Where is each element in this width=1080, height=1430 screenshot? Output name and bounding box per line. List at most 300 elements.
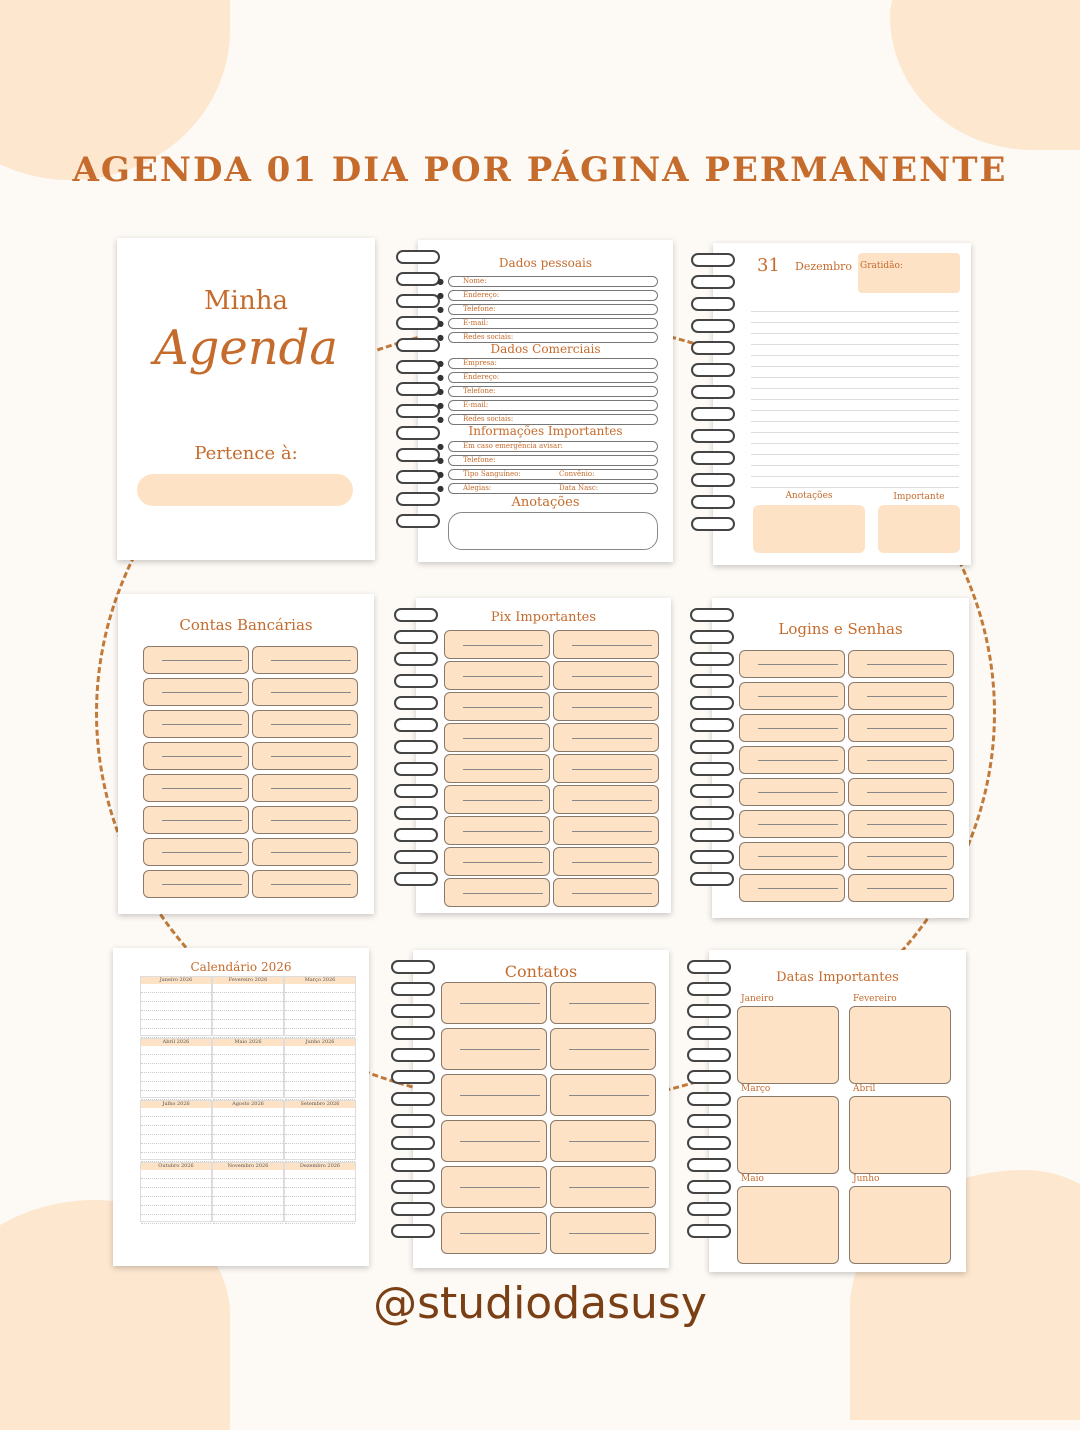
calendar-week-row	[213, 1109, 283, 1117]
pix-card[interactable]	[553, 847, 659, 876]
pix-card[interactable]	[553, 816, 659, 845]
spiral-binding	[687, 960, 737, 1246]
bank-account-card[interactable]	[252, 742, 358, 770]
card-line	[572, 800, 652, 801]
card-line	[758, 664, 838, 665]
field-icon: ●	[437, 277, 444, 286]
login-card[interactable]	[739, 810, 845, 838]
contacts-title: Contatos	[504, 962, 578, 981]
form-field[interactable]	[437, 483, 658, 494]
calendar-week-row	[213, 1171, 283, 1179]
spiral-ring	[396, 514, 440, 528]
pix-card[interactable]	[444, 816, 550, 845]
calendar-week-row	[285, 1189, 355, 1197]
field-icon: ●	[437, 333, 444, 342]
spiral-ring	[690, 696, 734, 710]
daily-line[interactable]	[751, 477, 959, 488]
calendar-week-row	[285, 1180, 355, 1188]
bank-account-card[interactable]	[143, 838, 249, 866]
contact-card[interactable]	[441, 1166, 547, 1208]
card-line	[758, 728, 838, 729]
spiral-ring	[691, 429, 735, 443]
login-card[interactable]	[848, 842, 954, 870]
form-field[interactable]	[437, 441, 658, 452]
page-headline: AGENDA 01 DIA POR PÁGINA PERMANENTE	[72, 150, 1008, 190]
pix-card[interactable]	[444, 661, 550, 690]
spiral-ring	[690, 850, 734, 864]
card-line	[460, 1233, 540, 1234]
daily-important-box[interactable]	[878, 505, 960, 553]
field-label: Em caso emergência avisar:	[463, 442, 563, 450]
cover-page	[117, 238, 375, 560]
calendar-week-row	[213, 1074, 283, 1082]
calendar-week-row	[285, 985, 355, 993]
notes-box[interactable]	[448, 512, 658, 550]
field-label: Telefone:	[463, 387, 496, 395]
field-icon: ●	[437, 291, 444, 300]
pix-card[interactable]	[553, 723, 659, 752]
field-label: Redes sociais:	[463, 415, 514, 423]
pix-page	[416, 598, 671, 913]
calendar-month-title: Julho 2026	[141, 1101, 211, 1108]
field-label: Telefone:	[463, 456, 496, 464]
login-card[interactable]	[739, 874, 845, 902]
field-icon: ●	[437, 442, 444, 451]
cover-owner-field[interactable]	[137, 474, 353, 506]
spiral-ring	[691, 341, 735, 355]
form-field[interactable]	[437, 290, 658, 301]
decor-blob-top-right	[890, 0, 1080, 150]
logins-page	[712, 598, 969, 918]
daily-notes-box[interactable]	[753, 505, 865, 553]
spiral-ring	[691, 407, 735, 421]
pix-card[interactable]	[553, 754, 659, 783]
bank-account-card[interactable]	[252, 710, 358, 738]
calendar-week-row	[213, 1047, 283, 1055]
card-line	[271, 660, 351, 661]
spiral-binding	[394, 608, 444, 894]
calendar-week-row	[141, 1092, 211, 1100]
card-line	[463, 769, 543, 770]
logins-title: Logins e Senhas	[778, 620, 903, 638]
cover-title-minha: Minha	[204, 286, 288, 316]
spiral-ring	[690, 740, 734, 754]
calendar-week-row	[213, 1012, 283, 1020]
login-card[interactable]	[739, 778, 845, 806]
form-field[interactable]	[437, 318, 658, 329]
spiral-ring	[687, 1114, 731, 1128]
login-card[interactable]	[848, 778, 954, 806]
daily-day: 31	[757, 255, 780, 276]
calendar-month-title: Fevereiro 2026	[213, 977, 283, 984]
calendar-week-row	[141, 1189, 211, 1197]
bank-account-card[interactable]	[143, 678, 249, 706]
calendar-week-row	[285, 1216, 355, 1224]
spiral-ring	[394, 828, 438, 842]
calendar-week-row	[213, 1198, 283, 1206]
field-label: Tipo Sanguíneo:	[463, 470, 521, 478]
card-line	[867, 824, 947, 825]
pix-card[interactable]	[444, 723, 550, 752]
spiral-ring	[691, 297, 735, 311]
spiral-ring	[394, 784, 438, 798]
contact-card[interactable]	[550, 1120, 656, 1162]
calendar-week-row	[285, 1021, 355, 1029]
field-icon: ●	[437, 359, 444, 368]
form-field[interactable]	[437, 358, 658, 369]
bank-account-card[interactable]	[252, 646, 358, 674]
month-dates-box[interactable]	[737, 1006, 839, 1084]
calendar-week-row	[213, 1136, 283, 1144]
daily-line[interactable]	[751, 334, 959, 345]
calendar-week-row	[141, 1136, 211, 1144]
form-field[interactable]	[437, 372, 658, 383]
contact-card[interactable]	[550, 1074, 656, 1116]
bank-account-card[interactable]	[252, 806, 358, 834]
spiral-ring	[687, 1136, 731, 1150]
card-line	[162, 756, 242, 757]
card-line	[162, 852, 242, 853]
field-icon: ●	[437, 319, 444, 328]
card-line	[569, 1187, 649, 1188]
spiral-ring	[691, 319, 735, 333]
calendar-month-title: Dezembro 2026	[285, 1163, 355, 1170]
contacts-page	[413, 950, 669, 1268]
calendar-week-row	[213, 1056, 283, 1064]
calendar-week-row	[213, 1216, 283, 1224]
calendar-week-row	[141, 1065, 211, 1073]
login-card[interactable]	[848, 746, 954, 774]
spiral-ring	[394, 652, 438, 666]
field-label: E-mail:	[463, 401, 489, 409]
login-card[interactable]	[848, 682, 954, 710]
calendar-week-row	[141, 1171, 211, 1179]
pix-card[interactable]	[444, 692, 550, 721]
month-label: Janeiro	[741, 994, 774, 1004]
spiral-ring	[687, 1092, 731, 1106]
field-icon: ●	[437, 387, 444, 396]
spiral-ring	[391, 1004, 435, 1018]
card-line	[271, 788, 351, 789]
calendar-week-row	[141, 1074, 211, 1082]
calendar-week-row	[213, 1154, 283, 1162]
calendar-week-row	[285, 1154, 355, 1162]
daily-line[interactable]	[751, 323, 959, 334]
spiral-ring	[391, 1136, 435, 1150]
contact-card[interactable]	[550, 1166, 656, 1208]
spiral-ring	[391, 1070, 435, 1084]
form-field[interactable]	[437, 400, 658, 411]
spiral-ring	[394, 740, 438, 754]
card-line	[572, 676, 652, 677]
daily-month: Dezembro	[795, 260, 852, 273]
bank-title: Contas Bancárias	[179, 616, 313, 634]
card-line	[460, 1049, 540, 1050]
calendar-week-row	[141, 1083, 211, 1091]
month-label: Fevereiro	[853, 994, 897, 1004]
card-line	[569, 1233, 649, 1234]
spiral-ring	[691, 473, 735, 487]
calendar-week-row	[213, 1021, 283, 1029]
spiral-ring	[690, 762, 734, 776]
card-line	[463, 738, 543, 739]
calendar-week-row	[285, 1047, 355, 1055]
daily-line[interactable]	[751, 400, 959, 411]
calendar-month	[140, 1038, 212, 1098]
daily-line[interactable]	[751, 444, 959, 455]
spiral-ring	[687, 1026, 731, 1040]
calendar-month	[212, 1162, 284, 1222]
contact-card[interactable]	[550, 1028, 656, 1070]
contact-card[interactable]	[441, 1120, 547, 1162]
calendar-week-row	[213, 1065, 283, 1073]
cover-owner-label: Pertence à:	[194, 443, 298, 464]
bank-account-card[interactable]	[143, 774, 249, 802]
daily-line[interactable]	[751, 301, 959, 312]
pix-card[interactable]	[553, 630, 659, 659]
month-dates-box[interactable]	[849, 1096, 951, 1174]
field-label: Endereço:	[463, 373, 500, 381]
calendar-month	[284, 1038, 356, 1098]
spiral-ring	[391, 1224, 435, 1238]
form-field[interactable]	[437, 276, 658, 287]
login-card[interactable]	[848, 714, 954, 742]
field-label: Nome:	[463, 277, 487, 285]
card-line	[271, 884, 351, 885]
spiral-ring	[391, 1026, 435, 1040]
spiral-ring	[690, 872, 734, 886]
spiral-ring	[687, 1180, 731, 1194]
calendar-week-row	[213, 994, 283, 1002]
spiral-ring	[394, 806, 438, 820]
daily-line[interactable]	[751, 411, 959, 422]
field-icon: ●	[437, 305, 444, 314]
field-icon: ●	[437, 456, 444, 465]
card-line	[271, 724, 351, 725]
calendar-week-row	[285, 1145, 355, 1153]
daily-line[interactable]	[751, 345, 959, 356]
pix-card[interactable]	[553, 878, 659, 907]
bank-account-card[interactable]	[252, 838, 358, 866]
card-line	[572, 738, 652, 739]
pix-card[interactable]	[553, 692, 659, 721]
form-field[interactable]	[437, 386, 658, 397]
bank-account-card[interactable]	[252, 678, 358, 706]
month-dates-box[interactable]	[849, 1186, 951, 1264]
pix-card[interactable]	[553, 785, 659, 814]
calendar-week-row	[141, 985, 211, 993]
spiral-ring	[687, 1158, 731, 1172]
pix-card[interactable]	[553, 661, 659, 690]
login-card[interactable]	[739, 650, 845, 678]
spiral-ring	[394, 762, 438, 776]
personal-data-page	[418, 240, 673, 562]
pix-card[interactable]	[444, 847, 550, 876]
login-card[interactable]	[848, 874, 954, 902]
daily-lines[interactable]	[751, 301, 959, 488]
spiral-ring	[394, 872, 438, 886]
calendar-week-row	[285, 1136, 355, 1144]
spiral-ring	[690, 674, 734, 688]
calendar-week-row	[285, 1056, 355, 1064]
spiral-ring	[396, 470, 440, 484]
contact-card[interactable]	[441, 1074, 547, 1116]
spiral-ring	[396, 382, 440, 396]
card-line	[572, 893, 652, 894]
contact-card[interactable]	[550, 1212, 656, 1254]
calendar-week-row	[213, 1127, 283, 1135]
calendar-week-row	[213, 985, 283, 993]
form-field[interactable]	[437, 469, 658, 480]
section-title-notes: Anotações	[511, 495, 580, 510]
pix-card[interactable]	[444, 754, 550, 783]
daily-line[interactable]	[751, 389, 959, 400]
calendar-week-row	[285, 1030, 355, 1038]
calendar-week-row	[285, 1207, 355, 1215]
bank-account-card[interactable]	[143, 646, 249, 674]
form-field[interactable]	[437, 455, 658, 466]
calendar-page	[113, 948, 369, 1266]
card-line	[463, 676, 543, 677]
pix-card[interactable]	[444, 785, 550, 814]
bank-account-card[interactable]	[143, 806, 249, 834]
login-card[interactable]	[739, 714, 845, 742]
card-line	[572, 831, 652, 832]
card-line	[463, 893, 543, 894]
month-dates-box[interactable]	[737, 1186, 839, 1264]
contact-card[interactable]	[550, 982, 656, 1024]
card-line	[572, 645, 652, 646]
daily-line[interactable]	[751, 422, 959, 433]
brand-handle: @studiodasusy	[373, 1278, 707, 1329]
calendar-month	[284, 1162, 356, 1222]
card-line	[460, 1187, 540, 1188]
field-label: Redes sociais:	[463, 333, 514, 341]
calendar-month-title: Setembro 2026	[285, 1101, 355, 1108]
calendar-week-row	[213, 1092, 283, 1100]
calendar-month	[212, 976, 284, 1036]
pix-card[interactable]	[444, 630, 550, 659]
spiral-ring	[396, 294, 440, 308]
month-label: Junho	[853, 1174, 880, 1184]
card-line	[271, 756, 351, 757]
bank-account-card[interactable]	[143, 710, 249, 738]
field-label: Empresa:	[463, 359, 497, 367]
card-line	[867, 728, 947, 729]
calendar-week-row	[213, 1118, 283, 1126]
field-icon: ●	[437, 401, 444, 410]
card-line	[758, 792, 838, 793]
month-dates-box[interactable]	[849, 1006, 951, 1084]
contact-card[interactable]	[441, 982, 547, 1024]
spiral-binding	[391, 960, 441, 1246]
daily-line[interactable]	[751, 466, 959, 477]
spiral-binding	[691, 253, 741, 539]
login-card[interactable]	[739, 842, 845, 870]
spiral-ring	[690, 718, 734, 732]
calendar-week-row	[213, 1003, 283, 1011]
card-line	[867, 696, 947, 697]
month-dates-box[interactable]	[737, 1096, 839, 1174]
card-line	[463, 831, 543, 832]
calendar-month-title: Junho 2026	[285, 1039, 355, 1046]
spiral-ring	[687, 1202, 731, 1216]
calendar-month	[212, 1100, 284, 1160]
pix-card[interactable]	[444, 878, 550, 907]
form-field[interactable]	[437, 304, 658, 315]
card-line	[867, 856, 947, 857]
calendar-week-row	[141, 1154, 211, 1162]
card-line	[460, 1095, 540, 1096]
spiral-ring	[391, 1114, 435, 1128]
field-extra-label: Data Nasc:	[559, 484, 599, 492]
calendar-week-row	[285, 1083, 355, 1091]
contact-card[interactable]	[441, 1212, 547, 1254]
calendar-week-row	[141, 1207, 211, 1215]
calendar-week-row	[285, 1198, 355, 1206]
login-card[interactable]	[739, 682, 845, 710]
contact-card[interactable]	[441, 1028, 547, 1070]
card-line	[572, 769, 652, 770]
calendar-month-title: Maio 2026	[213, 1039, 283, 1046]
gratitude-box[interactable]	[858, 253, 960, 293]
calendar-week-row	[285, 1012, 355, 1020]
card-line	[460, 1003, 540, 1004]
card-line	[758, 696, 838, 697]
spiral-ring	[396, 272, 440, 286]
login-card[interactable]	[848, 810, 954, 838]
card-line	[569, 1141, 649, 1142]
card-line	[867, 664, 947, 665]
bank-account-card[interactable]	[252, 870, 358, 898]
spiral-ring	[691, 363, 735, 377]
daily-line[interactable]	[751, 433, 959, 444]
daily-line[interactable]	[751, 312, 959, 323]
calendar-week-row	[213, 1083, 283, 1091]
spiral-ring	[391, 1092, 435, 1106]
card-line	[867, 888, 947, 889]
login-card[interactable]	[848, 650, 954, 678]
calendar-week-row	[141, 1047, 211, 1055]
calendar-week-row	[285, 1065, 355, 1073]
spiral-ring	[396, 316, 440, 330]
daily-line[interactable]	[751, 378, 959, 389]
calendar-week-row	[213, 1030, 283, 1038]
spiral-ring	[687, 1048, 731, 1062]
calendar-week-row	[213, 1145, 283, 1153]
section-title-personal: Dados pessoais	[498, 256, 593, 270]
daily-line[interactable]	[751, 367, 959, 378]
card-line	[271, 852, 351, 853]
bank-account-card[interactable]	[143, 870, 249, 898]
section-title-business: Dados Comerciais	[490, 342, 601, 356]
spiral-ring	[691, 253, 735, 267]
calendar-title: Calendário 2026	[190, 960, 292, 974]
spiral-ring	[394, 718, 438, 732]
pix-title: Pix Importantes	[490, 610, 597, 625]
card-line	[463, 707, 543, 708]
login-card[interactable]	[739, 746, 845, 774]
calendar-month	[140, 1162, 212, 1222]
calendar-week-row	[285, 994, 355, 1002]
daily-line[interactable]	[751, 356, 959, 367]
daily-line[interactable]	[751, 455, 959, 466]
bank-account-card[interactable]	[143, 742, 249, 770]
field-icon: ●	[437, 373, 444, 382]
calendar-week-row	[141, 1216, 211, 1224]
calendar-week-row	[141, 1198, 211, 1206]
bank-account-card[interactable]	[252, 774, 358, 802]
